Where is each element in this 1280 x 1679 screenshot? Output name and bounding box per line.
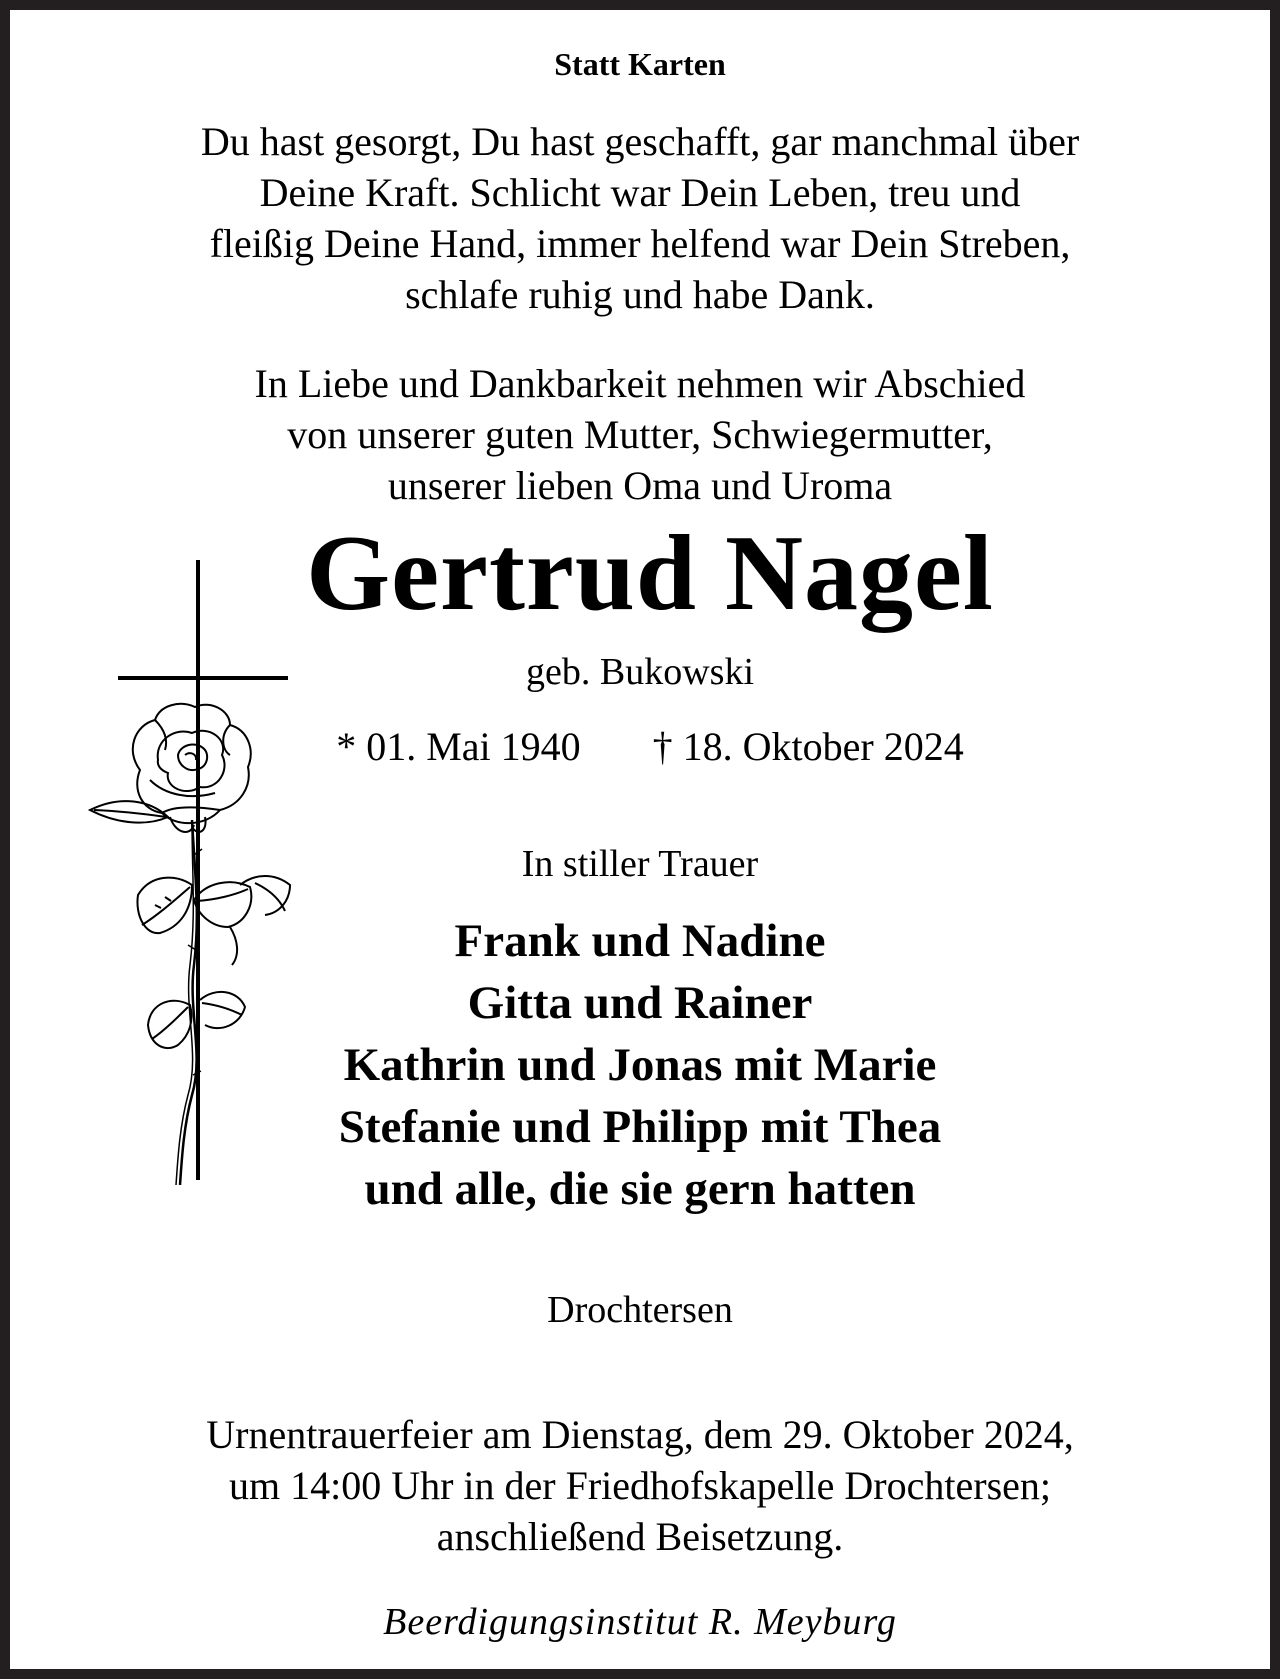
family-member: und alle, die sie gern hatten — [364, 1163, 916, 1215]
funeral-home: Beerdigungsinstitut R. Meyburg — [383, 1601, 897, 1643]
birth-date: * 01. Mai 1940 — [336, 724, 581, 769]
verse-line: Du hast gesorgt, Du hast geschafft, gar manchmal über — [200, 119, 1080, 164]
ceremony-line: anschließend Beisetzung. — [436, 1514, 844, 1559]
place-name: Drochtersen — [547, 1289, 733, 1331]
intro-text — [0, 358, 1280, 511]
verse-line: schlafe ruhig und habe Dank. — [405, 272, 875, 317]
mourning-line: In stiller Trauer — [521, 843, 759, 885]
cross-with-rose-icon — [80, 555, 320, 1185]
intro-line: In Liebe und Dankbarkeit nehmen wir Abschied — [254, 361, 1026, 406]
intro-line: von unserer guten Mutter, Schwiegermutter, — [287, 412, 993, 457]
family-member: Frank und Nadine — [454, 915, 826, 967]
family-member: Gitta und Rainer — [467, 977, 813, 1029]
intro-line: unserer lieben Oma und Uroma — [387, 463, 893, 508]
verse — [0, 116, 1280, 320]
verse-line: Deine Kraft. Schlicht war Dein Leben, treu und — [259, 170, 1021, 215]
ceremony-details — [0, 1409, 1280, 1562]
birth-name: geb. Bukowski — [526, 651, 754, 693]
notice-header: Statt Karten — [554, 46, 726, 82]
death-date: † 18. Oktober 2024 — [652, 724, 964, 769]
verse-line: fleißig Deine Hand, immer helfend war Dein Streben, — [209, 221, 1071, 266]
ceremony-line: um 14:00 Uhr in der Friedhofskapelle Drochtersen; — [228, 1463, 1051, 1508]
ceremony-line: Urnentrauerfeier am Dienstag, dem 29. Oktober 2024, — [206, 1412, 1074, 1457]
deceased-name: Gertrud Nagel — [306, 514, 994, 633]
family-member: Stefanie und Philipp mit Thea — [338, 1101, 942, 1153]
family-member: Kathrin und Jonas mit Marie — [343, 1039, 937, 1091]
